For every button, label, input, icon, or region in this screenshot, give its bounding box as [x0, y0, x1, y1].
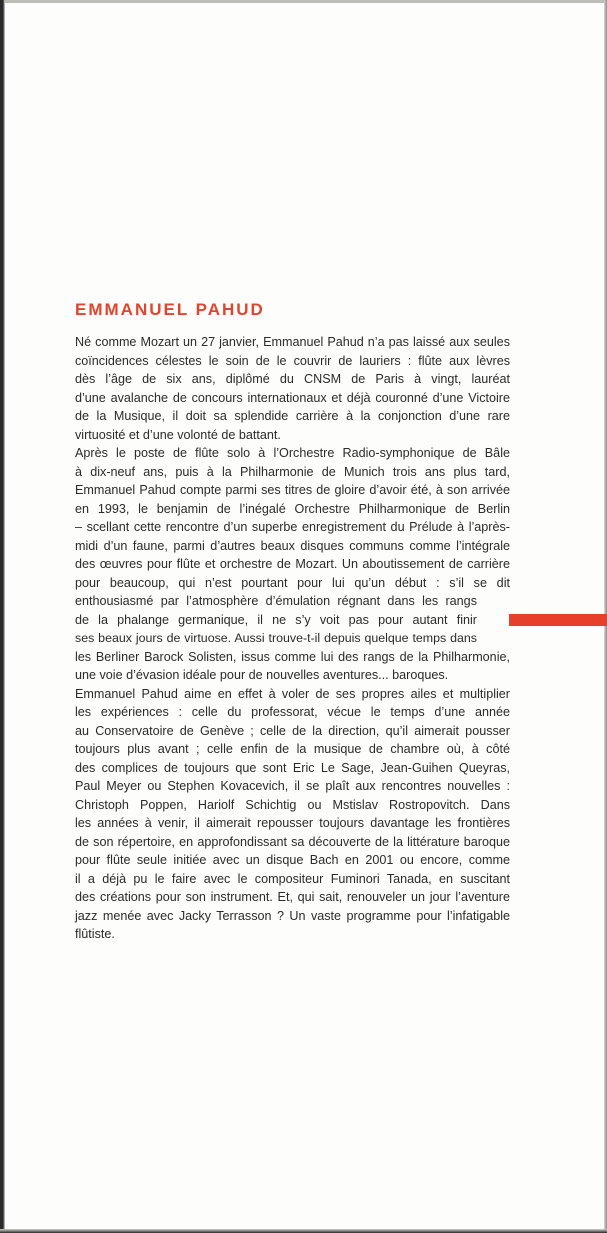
body-line: des œuvres pour flûte et orchestre de Mozart. Un aboutissement de carrière — [75, 557, 510, 571]
red-accent-bar — [509, 614, 607, 626]
body-line: ses beaux jours de virtuose. Aussi trouve-t-il depuis quelque temps dans — [75, 631, 477, 645]
body-line: – scellant cette rencontre d’un superbe enregistrement du Prélude à l’après- — [75, 520, 510, 534]
body-line: toujours plus avant ; celle enfin de la musique de chambre où, à côté — [75, 742, 510, 756]
body-line: enthousiasmé par l’atmosphère d’émulation régnant dans les rangs — [75, 594, 477, 608]
body-line: jazz menée avec Jacky Terrasson ? Un vaste programme pour l’infatigable — [75, 908, 510, 923]
body-line: de la phalange germanique, il ne s’y voit pas pour autant finir — [75, 612, 477, 627]
body-line: Paul Meyer ou Stephen Kovacevich, il se plaît aux rencontres nouvelles : — [75, 779, 510, 793]
body-line: des créations pour son instrument. Et, qui sait, renouveler un jour l’aventure — [75, 890, 510, 904]
body-line: des complices de toujours que sont Eric Le Sage, Jean-Guihen Queyras, — [75, 760, 510, 775]
page-edge-top — [0, 0, 607, 3]
body-line: de son répertoire, en approfondissant sa découverte de la littérature baroque — [75, 834, 510, 849]
body-line: Emmanuel Pahud compte parmi ses titres de gloire d’avoir été, à son arrivée — [75, 483, 510, 497]
body-line: les Berliner Barock Solisten, issus comme lui des rangs de la Philharmonie, — [75, 649, 510, 664]
body-line: les expériences : celle du professorat, vécue le temps d’une année — [75, 705, 510, 719]
body-line: à dix-neuf ans, puis à la Philharmonie de Munich trois ans plus tard, — [75, 464, 510, 479]
article-body — [75, 333, 510, 944]
body-line: Emmanuel Pahud aime en effet à voler de ses propres ailes et multiplier — [75, 686, 510, 701]
body-line: pour flûte seule initiée avec un disque Bach en 2001 ou encore, comme — [75, 853, 510, 867]
body-line: Après le poste de flûte solo à l’Orchestre Radio-symphonique de Bâle — [75, 446, 510, 460]
page-edge-left — [0, 0, 5, 1233]
page-edge-bottom — [0, 1229, 607, 1233]
body-line: midi d’un faune, parmi d’autres beaux disques communs comme l’intégrale — [75, 538, 510, 553]
body-line: Christoph Poppen, Hariolf Schichtig ou Mstislav Rostropovitch. Dans — [75, 797, 510, 812]
body-line: pour beaucoup, qui n’est pourtant pour lui qu’un début : s’il se dit — [75, 575, 510, 590]
article-title: EMMANUEL PAHUD — [75, 300, 265, 319]
body-line: les années à venir, il aimerait repousser toujours davantage les frontières — [75, 816, 510, 830]
body-line: il a déjà pu le faire avec le compositeur Fuminori Tanada, en suscitant — [75, 871, 510, 886]
body-line: Né comme Mozart un 27 janvier, Emmanuel Pahud n’a pas laissé aux seules — [75, 335, 510, 349]
body-line: flûtiste. — [75, 927, 115, 941]
body-line: dès l’âge de six ans, diplômé du CNSM de Paris à vingt, lauréat — [75, 372, 510, 386]
body-line: virtuosité et d’une volonté de battant. — [75, 427, 281, 442]
body-line: au Conservatoire de Genève ; celle de la direction, qu’il aimerait pousser — [75, 723, 510, 738]
body-line: une voie d’évasion idéale pour de nouvelles aventures... baroques. — [75, 668, 449, 682]
body-line: coïncidences célestes le soin de le couvrir de lauriers : flûte aux lèvres — [75, 353, 510, 368]
body-line: en 1993, le benjamin de l’inégalé Orchestre Philharmonique de Berlin — [75, 501, 510, 516]
body-line: de la Musique, il doit sa splendide carrière à la conjonction d’une rare — [75, 409, 510, 423]
body-line: d’une avalanche de concours internationaux et déjà couronné d’une Victoire — [75, 390, 510, 405]
